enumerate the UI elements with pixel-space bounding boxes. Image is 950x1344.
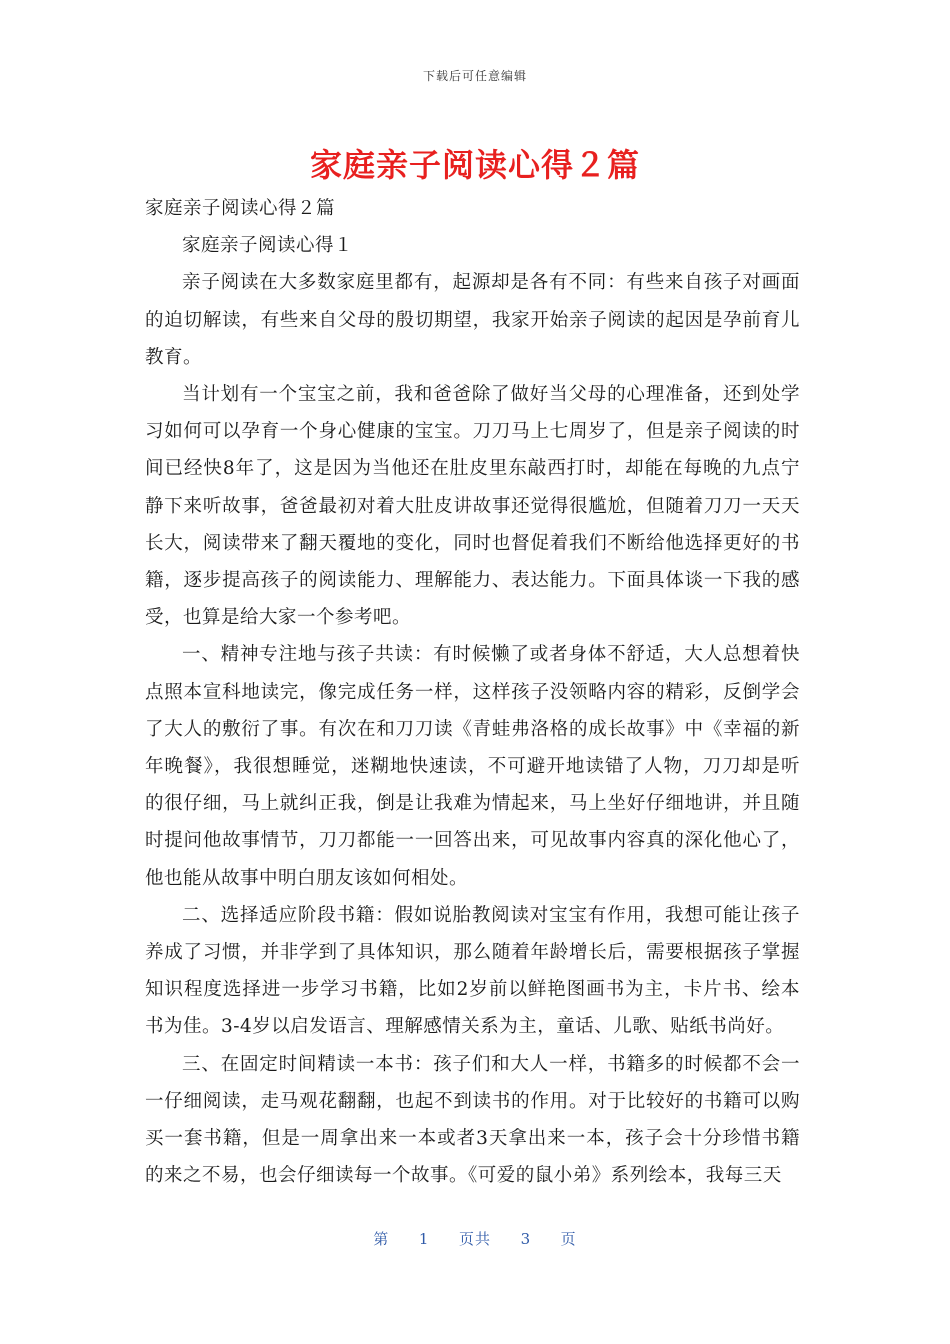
footer-page-suffix: 页 [560,1230,577,1248]
section-heading: 家庭亲子阅读心得１ [182,235,354,257]
paragraph: 二、选择适应阶段书籍：假如说胎教阅读对宝宝有作用，我想可能让孩子养成了习惯，并非学到了具体知识，那么随着年龄增长后，需要根据孩子掌握知识程度选择进一步学习书籍，比如2岁前以鲜艳图画书为主，卡片书、绘本书为佳。3-4岁以启发语言、理解感情关系为主，童话、儿歌、贴纸书尚好。 [145,904,800,1038]
paragraph: 当计划有一个宝宝之前，我和爸爸除了做好当父母的心理准备，还到处学习如何可以孕育一个身心健康的宝宝。刀刀马上七周岁了，但是亲子阅读的时间已经快8年了，这是因为当他还在肚皮里东敲西打时，却能在每晚的九点宁静下来听故事，爸爸最初对着大肚皮讲故事还觉得很尴尬，但随着刀刀一天天长大，阅读带来了翻天覆地的变化，同时也督促着我们不断给他选择更好的书籍，逐步提高孩子的阅读能力、理解能力、表达能力。下面具体谈一下我的感受，也算是给大家一个参考吧。 [145,384,800,629]
footer-page-label: 第 [373,1230,390,1248]
footer-page-number: 1 [418,1230,430,1248]
page-footer [0,1228,950,1249]
footer-total-pages: 3 [520,1230,532,1248]
header-note: 下载后可任意编辑 [422,69,527,83]
document-body [145,190,800,1194]
document-title: 家庭亲子阅读心得２篇 [309,146,640,184]
paragraph: 三、在固定时间精读一本书：孩子们和大人一样，书籍多的时候都不会一一仔细阅读，走马观花翻翻，也起不到读书的作用。对于比较好的书籍可以购买一套书籍，但是一周拿出来一本或者3天拿出来一本，孩子会十分珍惜书籍的来之不易，也会仔细读每一个故事。《可爱的鼠小弟》系列绘本，我每三天 [145,1053,800,1187]
paragraph: 亲子阅读在大多数家庭里都有，起源却是各有不同：有些来自孩子对画面的迫切解读，有些来自父母的殷切期望，我家开始亲子阅读的起因是孕前育儿教育。 [145,272,800,368]
paragraph: 一、精神专注地与孩子共读：有时候懒了或者身体不舒适，大人总想着快点照本宣科地读完，像完成任务一样，这样孩子没领略内容的精彩，反倒学会了大人的敷衍了事。有次在和刀刀读《青蛙弗洛格的成长故事》中《幸福的新年晚餐》，我很想睡觉，迷糊地快速读，不可避开地读错了人物，刀刀却是听的很仔细，马上就纠正我，倒是让我难为情起来，马上坐好仔细地讲，并且随时提问他故事情节，刀刀都能一一回答出来，可见故事内容真的深化他心了，他也能从故事中明白朋友该如何相处。 [145,644,800,889]
footer-total-label: 页共 [458,1230,491,1248]
subtitle-line: 家庭亲子阅读心得２篇 [145,198,336,219]
